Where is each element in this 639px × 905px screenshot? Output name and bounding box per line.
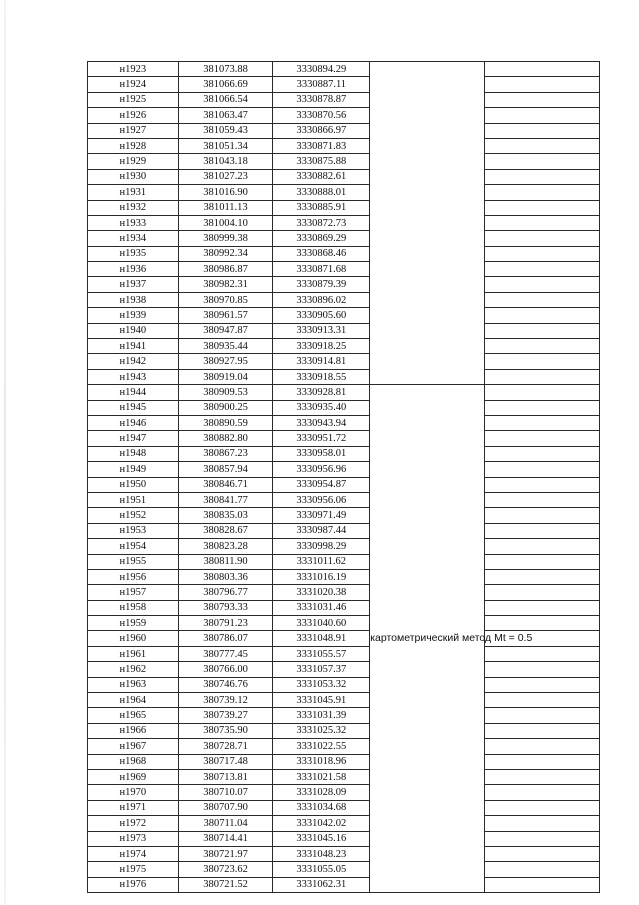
coordinates-table-body	[88, 62, 600, 893]
table-row	[88, 800, 600, 815]
y-coordinate-cell: 3331011.62	[273, 554, 370, 569]
table-row	[88, 693, 600, 708]
empty-cell	[485, 77, 600, 92]
table-row	[88, 385, 600, 400]
empty-cell	[485, 800, 600, 815]
y-coordinate-cell: 3330954.87	[273, 477, 370, 492]
y-coordinate-cell: 3330878.87	[273, 92, 370, 107]
point-name-cell: н1935	[88, 246, 179, 261]
y-coordinate-cell: 3330871.83	[273, 138, 370, 153]
y-coordinate-cell: 3330872.73	[273, 215, 370, 230]
empty-cell	[485, 600, 600, 615]
x-coordinate-cell: 381004.10	[178, 215, 273, 230]
point-name-cell: н1971	[88, 800, 179, 815]
point-name-cell: н1969	[88, 769, 179, 784]
x-coordinate-cell: 380796.77	[178, 585, 273, 600]
y-coordinate-cell: 3331028.09	[273, 785, 370, 800]
table-row	[88, 92, 600, 107]
point-name-cell: н1943	[88, 369, 179, 384]
y-coordinate-cell: 3331031.39	[273, 708, 370, 723]
empty-cell	[485, 246, 600, 261]
table-row	[88, 431, 600, 446]
point-name-cell: н1937	[88, 277, 179, 292]
y-coordinate-cell: 3330868.46	[273, 246, 370, 261]
x-coordinate-cell: 380823.28	[178, 539, 273, 554]
point-name-cell: н1966	[88, 723, 179, 738]
x-coordinate-cell: 380739.12	[178, 693, 273, 708]
table-row	[88, 262, 600, 277]
point-name-cell: н1967	[88, 739, 179, 754]
x-coordinate-cell: 380835.03	[178, 508, 273, 523]
point-name-cell: н1954	[88, 539, 179, 554]
y-coordinate-cell: 3331021.58	[273, 769, 370, 784]
x-coordinate-cell: 381027.23	[178, 169, 273, 184]
table-row	[88, 246, 600, 261]
table-row	[88, 215, 600, 230]
table-row	[88, 185, 600, 200]
x-coordinate-cell: 380739.27	[178, 708, 273, 723]
point-name-cell: н1961	[88, 646, 179, 661]
x-coordinate-cell: 380766.00	[178, 662, 273, 677]
y-coordinate-cell: 3330885.91	[273, 200, 370, 215]
y-coordinate-cell: 3331040.60	[273, 616, 370, 631]
point-name-cell: н1941	[88, 339, 179, 354]
table-row	[88, 169, 600, 184]
empty-cell	[485, 554, 600, 569]
point-name-cell: н1972	[88, 816, 179, 831]
x-coordinate-cell: 380999.38	[178, 231, 273, 246]
table-row	[88, 123, 600, 138]
table-row	[88, 308, 600, 323]
x-coordinate-cell: 380735.90	[178, 723, 273, 738]
point-name-cell: н1923	[88, 62, 179, 77]
point-name-cell: н1957	[88, 585, 179, 600]
y-coordinate-cell: 3330905.60	[273, 308, 370, 323]
x-coordinate-cell: 380986.87	[178, 262, 273, 277]
y-coordinate-cell: 3331045.91	[273, 693, 370, 708]
table-row	[88, 400, 600, 415]
empty-cell	[485, 754, 600, 769]
x-coordinate-cell: 380811.90	[178, 554, 273, 569]
y-coordinate-cell: 3330998.29	[273, 539, 370, 554]
x-coordinate-cell: 381066.54	[178, 92, 273, 107]
x-coordinate-cell: 380713.81	[178, 769, 273, 784]
table-row	[88, 339, 600, 354]
table-row	[88, 831, 600, 846]
y-coordinate-cell: 3330987.44	[273, 523, 370, 538]
empty-cell	[485, 400, 600, 415]
x-coordinate-cell: 380717.48	[178, 754, 273, 769]
y-coordinate-cell: 3330870.56	[273, 108, 370, 123]
x-coordinate-cell: 380707.90	[178, 800, 273, 815]
y-coordinate-cell: 3331034.68	[273, 800, 370, 815]
empty-cell	[485, 169, 600, 184]
x-coordinate-cell: 380846.71	[178, 477, 273, 492]
y-coordinate-cell: 3330875.88	[273, 154, 370, 169]
empty-cell	[485, 323, 600, 338]
x-coordinate-cell: 380882.80	[178, 431, 273, 446]
y-coordinate-cell: 3330871.68	[273, 262, 370, 277]
x-coordinate-cell: 380803.36	[178, 569, 273, 584]
table-row	[88, 277, 600, 292]
y-coordinate-cell: 3330956.96	[273, 462, 370, 477]
point-name-cell: н1934	[88, 231, 179, 246]
empty-cell	[485, 92, 600, 107]
y-coordinate-cell: 3330913.31	[273, 323, 370, 338]
point-name-cell: н1962	[88, 662, 179, 677]
x-coordinate-cell: 381011.13	[178, 200, 273, 215]
point-name-cell: н1924	[88, 77, 179, 92]
empty-cell	[485, 846, 600, 861]
table-row	[88, 554, 600, 569]
table-row	[88, 677, 600, 692]
table-row	[88, 585, 600, 600]
point-name-cell: н1925	[88, 92, 179, 107]
x-coordinate-cell: 380786.07	[178, 631, 273, 646]
table-row	[88, 508, 600, 523]
empty-cell	[485, 339, 600, 354]
empty-cell	[485, 154, 600, 169]
table-row	[88, 662, 600, 677]
empty-cell	[485, 277, 600, 292]
y-coordinate-cell: 3331018.96	[273, 754, 370, 769]
table-row	[88, 877, 600, 892]
x-coordinate-cell: 380927.95	[178, 354, 273, 369]
point-name-cell: н1931	[88, 185, 179, 200]
point-name-cell: н1973	[88, 831, 179, 846]
empty-cell	[485, 308, 600, 323]
table-row	[88, 369, 600, 384]
empty-cell	[485, 431, 600, 446]
y-coordinate-cell: 3330928.81	[273, 385, 370, 400]
x-coordinate-cell: 380723.62	[178, 862, 273, 877]
x-coordinate-cell: 381073.88	[178, 62, 273, 77]
point-name-cell: н1944	[88, 385, 179, 400]
point-name-cell: н1936	[88, 262, 179, 277]
table-row	[88, 462, 600, 477]
point-name-cell: н1930	[88, 169, 179, 184]
table-row	[88, 569, 600, 584]
table-row	[88, 354, 600, 369]
empty-cell	[485, 739, 600, 754]
empty-cell	[485, 508, 600, 523]
x-coordinate-cell: 380721.52	[178, 877, 273, 892]
x-coordinate-cell: 380777.45	[178, 646, 273, 661]
empty-cell	[485, 62, 600, 77]
y-coordinate-cell: 3331053.32	[273, 677, 370, 692]
x-coordinate-cell: 380710.07	[178, 785, 273, 800]
x-coordinate-cell: 380793.33	[178, 600, 273, 615]
scan-edge-shadow	[4, 0, 6, 905]
empty-cell	[485, 646, 600, 661]
point-name-cell: н1963	[88, 677, 179, 692]
point-name-cell: н1926	[88, 108, 179, 123]
y-coordinate-cell: 3331048.23	[273, 846, 370, 861]
table-row	[88, 769, 600, 784]
table-row	[88, 708, 600, 723]
table-row	[88, 200, 600, 215]
empty-cell	[485, 231, 600, 246]
x-coordinate-cell: 380841.77	[178, 492, 273, 507]
point-name-cell: н1942	[88, 354, 179, 369]
x-coordinate-cell: 381063.47	[178, 108, 273, 123]
empty-cell	[485, 708, 600, 723]
y-coordinate-cell: 3330866.97	[273, 123, 370, 138]
empty-cell	[485, 862, 600, 877]
y-coordinate-cell: 3330869.29	[273, 231, 370, 246]
empty-cell	[485, 492, 600, 507]
x-coordinate-cell: 381043.18	[178, 154, 273, 169]
y-coordinate-cell: 3331062.31	[273, 877, 370, 892]
empty-cell	[485, 723, 600, 738]
empty-cell	[485, 616, 600, 631]
point-name-cell: н1949	[88, 462, 179, 477]
table-row	[88, 138, 600, 153]
point-name-cell: н1956	[88, 569, 179, 584]
y-coordinate-cell: 3330956.06	[273, 492, 370, 507]
x-coordinate-cell: 381051.34	[178, 138, 273, 153]
y-coordinate-cell: 3330918.25	[273, 339, 370, 354]
x-coordinate-cell: 381016.90	[178, 185, 273, 200]
y-coordinate-cell: 3330918.55	[273, 369, 370, 384]
point-name-cell: н1959	[88, 616, 179, 631]
point-name-cell: н1950	[88, 477, 179, 492]
y-coordinate-cell: 3331048.91	[273, 631, 370, 646]
point-name-cell: н1938	[88, 292, 179, 307]
y-coordinate-cell: 3330951.72	[273, 431, 370, 446]
empty-cell	[485, 200, 600, 215]
point-name-cell: н1974	[88, 846, 179, 861]
table-row	[88, 231, 600, 246]
point-name-cell: н1970	[88, 785, 179, 800]
y-coordinate-cell: 3331045.16	[273, 831, 370, 846]
y-coordinate-cell: 3330888.01	[273, 185, 370, 200]
table-row	[88, 754, 600, 769]
x-coordinate-cell: 380828.67	[178, 523, 273, 538]
x-coordinate-cell: 380982.31	[178, 277, 273, 292]
empty-cell	[485, 477, 600, 492]
empty-cell	[485, 292, 600, 307]
empty-cell	[485, 185, 600, 200]
x-coordinate-cell: 381066.69	[178, 77, 273, 92]
point-name-cell: н1939	[88, 308, 179, 323]
y-coordinate-cell: 3330958.01	[273, 446, 370, 461]
table-row	[88, 646, 600, 661]
y-coordinate-cell: 3331020.38	[273, 585, 370, 600]
table-row	[88, 862, 600, 877]
x-coordinate-cell: 380721.97	[178, 846, 273, 861]
table-row	[88, 477, 600, 492]
empty-cell	[485, 523, 600, 538]
table-row	[88, 523, 600, 538]
empty-cell	[485, 569, 600, 584]
y-coordinate-cell: 3330894.29	[273, 62, 370, 77]
point-name-cell: н1976	[88, 877, 179, 892]
point-name-cell: н1965	[88, 708, 179, 723]
table-row	[88, 446, 600, 461]
y-coordinate-cell: 3331055.05	[273, 862, 370, 877]
empty-cell	[485, 831, 600, 846]
table-row	[88, 492, 600, 507]
point-name-cell: н1946	[88, 415, 179, 430]
point-name-cell: н1932	[88, 200, 179, 215]
empty-cell	[485, 585, 600, 600]
point-name-cell: н1975	[88, 862, 179, 877]
x-coordinate-cell: 380992.34	[178, 246, 273, 261]
x-coordinate-cell: 380961.57	[178, 308, 273, 323]
x-coordinate-cell: 380935.44	[178, 339, 273, 354]
y-coordinate-cell: 3330943.94	[273, 415, 370, 430]
point-name-cell: н1940	[88, 323, 179, 338]
table-row	[88, 816, 600, 831]
x-coordinate-cell: 380970.85	[178, 292, 273, 307]
x-coordinate-cell: 380867.23	[178, 446, 273, 461]
point-name-cell: н1953	[88, 523, 179, 538]
point-name-cell: н1928	[88, 138, 179, 153]
table-row	[88, 154, 600, 169]
empty-cell	[485, 415, 600, 430]
empty-cell	[485, 662, 600, 677]
empty-cell	[485, 816, 600, 831]
coordinates-table	[87, 61, 600, 893]
empty-cell	[485, 785, 600, 800]
x-coordinate-cell: 380909.53	[178, 385, 273, 400]
y-coordinate-cell: 3330896.02	[273, 292, 370, 307]
x-coordinate-cell: 380711.04	[178, 816, 273, 831]
table-row	[88, 292, 600, 307]
empty-cell	[485, 215, 600, 230]
y-coordinate-cell: 3331055.57	[273, 646, 370, 661]
x-coordinate-cell: 380714.41	[178, 831, 273, 846]
point-name-cell: н1951	[88, 492, 179, 507]
y-coordinate-cell: 3330879.39	[273, 277, 370, 292]
empty-cell	[485, 262, 600, 277]
table-row	[88, 785, 600, 800]
method-cell: картометрический метод Mt = 0.5	[370, 385, 485, 893]
empty-cell	[485, 539, 600, 554]
point-name-cell: н1958	[88, 600, 179, 615]
empty-cell	[485, 385, 600, 400]
table-row	[88, 600, 600, 615]
table-row	[88, 539, 600, 554]
point-name-cell: н1948	[88, 446, 179, 461]
y-coordinate-cell: 3331022.55	[273, 739, 370, 754]
y-coordinate-cell: 3330882.61	[273, 169, 370, 184]
table-row	[88, 108, 600, 123]
point-name-cell: н1955	[88, 554, 179, 569]
empty-cell	[485, 123, 600, 138]
table-row	[88, 77, 600, 92]
y-coordinate-cell: 3331031.46	[273, 600, 370, 615]
table-row	[88, 616, 600, 631]
point-name-cell: н1947	[88, 431, 179, 446]
y-coordinate-cell: 3331042.02	[273, 816, 370, 831]
table-row	[88, 62, 600, 77]
x-coordinate-cell: 380890.59	[178, 415, 273, 430]
x-coordinate-cell: 380857.94	[178, 462, 273, 477]
y-coordinate-cell: 3330914.81	[273, 354, 370, 369]
empty-cell	[485, 446, 600, 461]
x-coordinate-cell: 380791.23	[178, 616, 273, 631]
point-name-cell: н1952	[88, 508, 179, 523]
y-coordinate-cell: 3331016.19	[273, 569, 370, 584]
y-coordinate-cell: 3330935.40	[273, 400, 370, 415]
x-coordinate-cell: 380900.25	[178, 400, 273, 415]
point-name-cell: н1933	[88, 215, 179, 230]
table-row	[88, 739, 600, 754]
point-name-cell: н1945	[88, 400, 179, 415]
point-name-cell: н1927	[88, 123, 179, 138]
y-coordinate-cell: 3331025.32	[273, 723, 370, 738]
table-row	[88, 323, 600, 338]
point-name-cell: н1964	[88, 693, 179, 708]
method-cell-empty	[370, 62, 485, 385]
empty-cell	[485, 369, 600, 384]
x-coordinate-cell: 380728.71	[178, 739, 273, 754]
point-name-cell: н1929	[88, 154, 179, 169]
y-coordinate-cell: 3331057.37	[273, 662, 370, 677]
x-coordinate-cell: 381059.43	[178, 123, 273, 138]
point-name-cell: н1960	[88, 631, 179, 646]
y-coordinate-cell: 3330971.49	[273, 508, 370, 523]
x-coordinate-cell: 380746.76	[178, 677, 273, 692]
empty-cell	[485, 693, 600, 708]
x-coordinate-cell: 380947.87	[178, 323, 273, 338]
empty-cell	[485, 108, 600, 123]
table-row	[88, 723, 600, 738]
empty-cell	[485, 354, 600, 369]
empty-cell	[485, 677, 600, 692]
empty-cell	[485, 138, 600, 153]
table-row	[88, 846, 600, 861]
point-name-cell: н1968	[88, 754, 179, 769]
x-coordinate-cell: 380919.04	[178, 369, 273, 384]
y-coordinate-cell: 3330887.11	[273, 77, 370, 92]
empty-cell	[485, 769, 600, 784]
table-row	[88, 415, 600, 430]
empty-cell	[485, 462, 600, 477]
empty-cell	[485, 877, 600, 892]
